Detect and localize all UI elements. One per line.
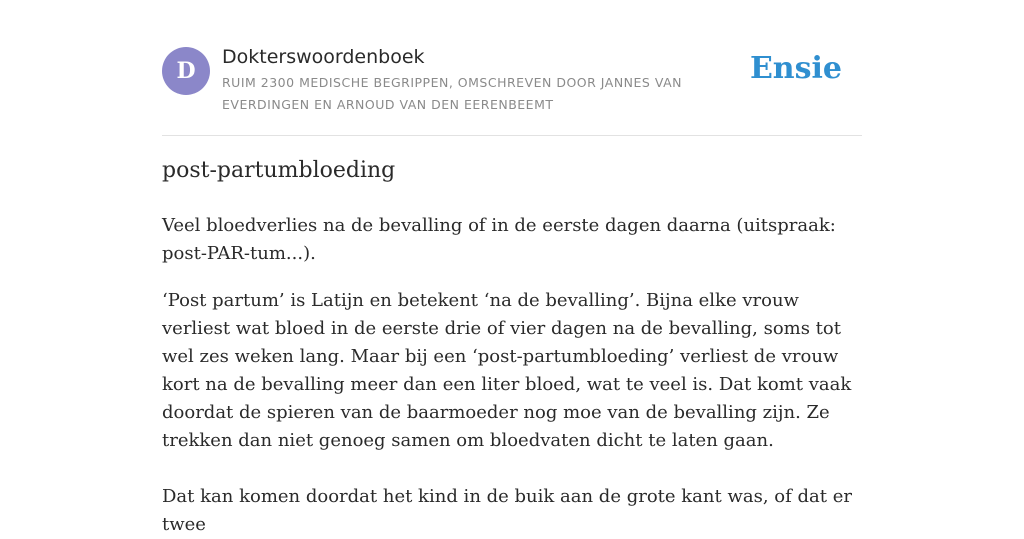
definition-paragraph: ‘Post partum’ is Latijn en betekent ‘na de bevalling’. Bijna elke vrouw verliest wat bloed in de eerste drie of vier dagen na de bevalling, soms tot wel zes weken lang. Maar bij een ‘post-partumbloeding’ verliest de vrouw kort na de bevalling meer dan een liter bloed, wat te veel is. Dat komt vaak doordat de spieren van de baarmoeder nog moe van de bevalling zijn. Ze trekken dan niet genoeg samen om bloedvaten dicht te laten gaan. (162, 290, 852, 451)
term-title: post-partumbloeding (162, 158, 396, 183)
page (162, 0, 862, 535)
definition-paragraph: Veel bloedverlies na de bevalling of in de eerste dagen daarna (uitspraak: post-PAR-tum...). (162, 215, 836, 264)
source-name-link[interactable]: Dokterswoordenboek (222, 46, 425, 68)
source-avatar[interactable]: D (162, 47, 210, 95)
ensie-logo-link[interactable]: Ensie (749, 51, 842, 86)
source-header (162, 0, 862, 136)
source-subtitle: RUIM 2300 MEDISCHE BEGRIPPEN, OMSCHREVEN DOOR JANNES VAN EVERDINGEN EN ARNOUD VAN DEN EERENBEEMT (222, 75, 682, 112)
definition-paragraph: Dat kan komen doordat het kind in de buik aan de grote kant was, of dat er twee (162, 486, 852, 535)
